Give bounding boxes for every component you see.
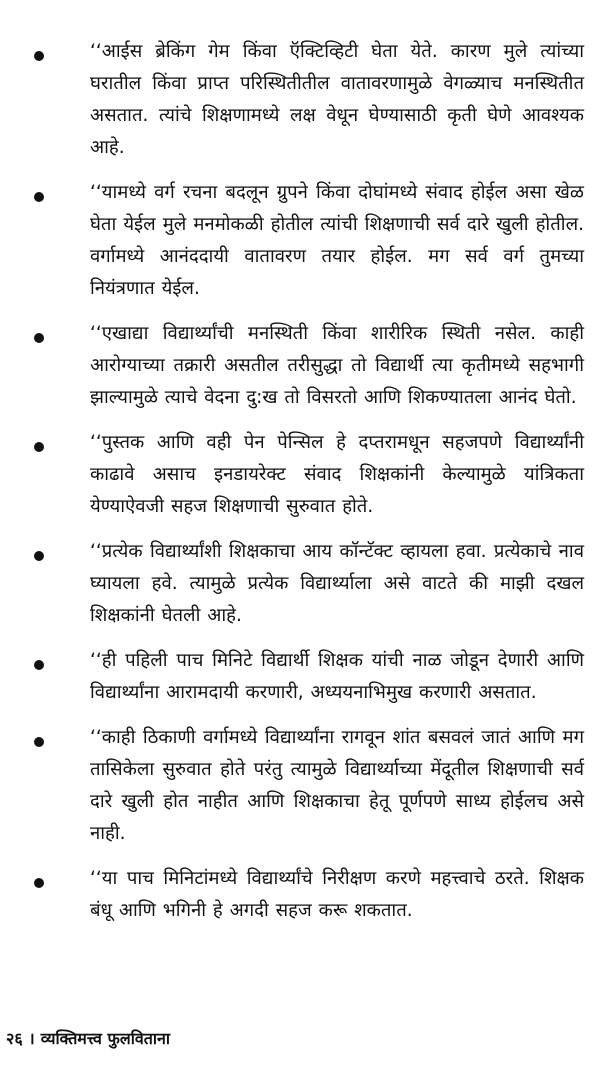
bullet-list [0, 36, 600, 940]
bullet-icon [34, 737, 44, 747]
list-item [0, 863, 600, 927]
list-item [0, 722, 600, 850]
list-item-text: ‘‘प्रत्येक विद्यार्थ्यांशी शिक्षकाचा आय कॉन्टॅक्ट व्हायला हवा. प्रत्येकाचे नाव घ्यायला हवे. त्यामुळे प्रत्येक विद्यार्थ्याला असे वाटते की माझी दखल शिक्षकांनी घेतली आहे. [90, 541, 584, 626]
list-item-text: ‘‘पुस्तक आणि वही पेन पेन्सिल हे दप्तरामधून सहजपणे विद्यार्थ्यांनी काढावे असाच इनडायरेक्ट संवाद शिक्षकांनी केल्यामुळे यांत्रिकता येण्याऐवजी सहज शिक्षणाची सुरुवात होते. [90, 432, 584, 517]
bullet-icon [34, 878, 44, 888]
bullet-icon [34, 551, 44, 561]
list-item [0, 427, 600, 523]
bullet-icon [34, 442, 44, 452]
list-item [0, 318, 600, 414]
bullet-icon [34, 333, 44, 343]
list-item [0, 536, 600, 632]
list-item [0, 645, 600, 709]
list-item-text: ‘‘आईस ब्रेकिंग गेम किंवा ऍक्टिव्हिटी घेता येते. कारण मुले त्यांच्या घरातील किंवा प्राप्त परिस्थितीतील वातावरणामुळे वेगळ्याच मनस्थितीत असतात. त्यांचे शिक्षणामध्ये लक्ष वेधून घेण्यासाठी कृती घेणे आवश्यक आहे. [90, 41, 584, 158]
list-item-text: ‘‘एखाद्या विद्यार्थ्यांची मनस्थिती किंवा शारीरिक स्थिती नसेल. काही आरोग्याच्या तक्रारी असतील तरीसुद्धा तो विद्यार्थी त्या कृतीमध्ये सहभागी झाल्यामुळे त्याचे वेदना दु:ख तो विसरतो आणि शिकण्यातला आनंद घेतो. [90, 323, 584, 408]
book-title: व्यक्तिमत्त्व फुलविताना [40, 1029, 171, 1048]
list-item-text: ‘‘काही ठिकाणी वर्गामध्ये विद्यार्थ्यांना रागवून शांत बसवलं जातं आणि मग तासिकेला सुरुवात होते परंतु त्यामुळे विद्यार्थ्याच्या मेंदूतील शिक्षणाची सर्व दारे खुली होत नाहीत आणि शिक्षकाचा हेतू पूर्णपणे साध्य होईलच असे नाही. [90, 727, 584, 844]
footer-separator: । [28, 1029, 35, 1048]
list-item-text: ‘‘ही पहिली पाच मिनिटे विद्यार्थी शिक्षक यांची नाळ जोडून देणारी आणि विद्यार्थ्यांना आरामदायी करणारी, अध्ययनाभिमुख करणारी असतात. [90, 650, 584, 703]
page-footer [6, 1028, 170, 1050]
list-item-text: ‘‘यामध्ये वर्ग रचना बदलून ग्रुपने किंवा दोघांमध्ये संवाद होईल असा खेळ घेता येईल मुले मनमोकळी होतील त्यांची शिक्षणाची सर्व दारे खुली होतील. वर्गामध्ये आनंददायी वातावरण तयार होईल. मग सर्व वर्ग तुमच्या नियंत्रणात येईल. [90, 182, 584, 299]
list-item [0, 177, 600, 305]
page-number: २६ [6, 1029, 23, 1048]
list-item [0, 36, 600, 164]
list-item-text: ‘‘या पाच मिनिटांमध्ये विद्यार्थ्यांचे निरीक्षण करणे महत्त्वाचे ठरते. शिक्षक बंधू आणि भगिनी हे अगदी सहज करू शकतात. [90, 868, 584, 921]
bullet-icon [34, 660, 44, 670]
bullet-icon [34, 51, 44, 61]
bullet-icon [34, 192, 44, 202]
